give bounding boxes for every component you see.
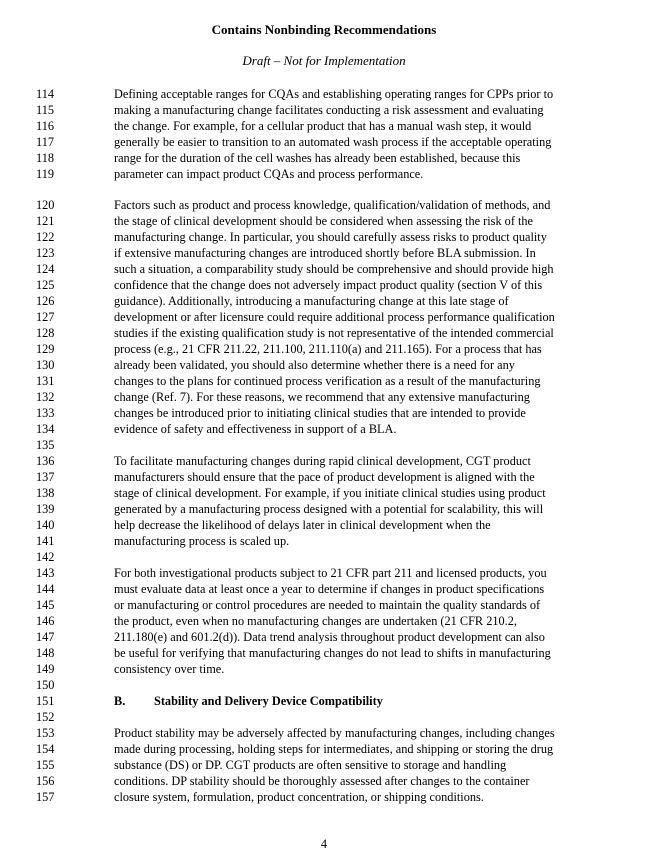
line-number: 141 — [36, 534, 55, 548]
line-text: or manufacturing or control procedures are needed to maintain the quality standards of — [114, 598, 541, 612]
line-text: process (e.g., 21 CFR 211.22, 211.100, 211.110(a) and 211.165). For a process that has — [114, 342, 542, 356]
line-text: closure system, formulation, product concentration, or shipping conditions. — [114, 790, 484, 804]
section-label: B. — [114, 694, 126, 708]
document-line — [0, 341, 648, 357]
document-line — [0, 485, 648, 501]
line-number: 150 — [36, 678, 55, 692]
line-text: confidence that the change does not adversely impact product quality (section V of this — [114, 278, 543, 292]
line-text: be useful for verifying that manufacturing changes do not lead to shifts in manufacturing — [114, 646, 551, 660]
document-line — [0, 565, 648, 581]
line-number: 132 — [36, 390, 55, 404]
line-number: 121 — [36, 214, 55, 228]
document-line — [0, 197, 648, 213]
document-line — [0, 533, 648, 549]
document-line — [0, 325, 648, 341]
line-number: 144 — [36, 582, 55, 596]
line-text: generally be easier to transition to an automated wash process if the acceptable operating — [114, 135, 552, 149]
line-number: 147 — [36, 630, 55, 644]
document-header-subtitle: Draft – Not for Implementation — [242, 53, 406, 68]
line-number: 129 — [36, 342, 55, 356]
line-number: 153 — [36, 726, 55, 740]
line-number: 157 — [36, 790, 55, 804]
line-text: changes be introduced prior to initiating clinical studies that are intended to provide — [114, 406, 526, 420]
section-heading — [114, 693, 614, 709]
line-text: 211.180(e) and 601.2(d)). Data trend analysis throughout product development can also — [114, 630, 545, 644]
document-line — [0, 613, 648, 629]
line-number: 139 — [36, 502, 55, 516]
line-number: 128 — [36, 326, 55, 340]
document-line — [0, 709, 648, 725]
line-text: range for the duration of the cell washes has already been established, because this — [114, 151, 521, 165]
line-number: 114 — [36, 87, 54, 101]
line-text: manufacturers should ensure that the pace of product development is aligned with the — [114, 470, 535, 484]
document-line — [0, 245, 648, 261]
line-number: 133 — [36, 406, 55, 420]
line-text: Factors such as product and process knowledge, qualification/validation of methods, and — [114, 198, 551, 212]
line-number: 138 — [36, 486, 55, 500]
document-header-title: Contains Nonbinding Recommendations — [211, 22, 437, 37]
line-text: made during processing, holding steps for intermediates, and shipping or storing the drug — [114, 742, 554, 756]
line-text: making a manufacturing change facilitates conducting a risk assessment and evaluating — [114, 103, 544, 117]
document-line — [0, 453, 648, 469]
line-text: parameter can impact product CQAs and process performance. — [114, 167, 424, 181]
document-line — [0, 629, 648, 645]
line-text: consistency over time. — [114, 662, 225, 676]
line-text: For both investigational products subject to 21 CFR part 211 and licensed products, you — [114, 566, 547, 580]
line-number: 122 — [36, 230, 55, 244]
line-number: 126 — [36, 294, 55, 308]
line-number: 125 — [36, 278, 55, 292]
line-text: Defining acceptable ranges for CQAs and establishing operating ranges for CPPs prior to — [114, 87, 554, 101]
line-text: must evaluate data at least once a year to determine if changes in product specifications — [114, 582, 545, 596]
line-text: evidence of safety and effectiveness in support of a BLA. — [114, 422, 397, 436]
document-line — [0, 405, 648, 421]
line-number: 119 — [36, 167, 54, 181]
line-number: 145 — [36, 598, 55, 612]
line-number: 136 — [36, 454, 55, 468]
document-line — [0, 102, 648, 118]
document-line — [0, 501, 648, 517]
document-line — [0, 150, 648, 166]
document-line — [0, 277, 648, 293]
document-line — [0, 389, 648, 405]
line-number: 137 — [36, 470, 55, 484]
document-line — [0, 213, 648, 229]
line-text: already been validated, you should also determine whether there is a need for any — [114, 358, 515, 372]
line-text: change (Ref. 7). For these reasons, we recommend that any extensive manufacturing — [114, 390, 530, 404]
line-text: studies if the existing qualification study is not representative of the intended commercial — [114, 326, 554, 340]
line-number: 116 — [36, 119, 54, 133]
document-line — [0, 597, 648, 613]
line-text: the stage of clinical development should be considered when assessing the risk of the — [114, 214, 534, 228]
line-number: 131 — [36, 374, 55, 388]
line-number: 123 — [36, 246, 55, 260]
line-number: 135 — [36, 438, 55, 452]
line-text: To facilitate manufacturing changes during rapid clinical development, CGT product — [114, 454, 531, 468]
document-line — [0, 693, 648, 709]
document-line — [0, 645, 648, 661]
line-number: 140 — [36, 518, 55, 532]
document-line — [0, 229, 648, 245]
document-line — [0, 118, 648, 134]
page-number: 4 — [320, 837, 328, 851]
document-line — [0, 309, 648, 325]
line-number: 146 — [36, 614, 55, 628]
line-number: 115 — [36, 103, 54, 117]
line-number: 156 — [36, 774, 55, 788]
line-text: manufacturing process is scaled up. — [114, 534, 290, 548]
document-line — [0, 773, 648, 789]
document-line — [0, 469, 648, 485]
document-line — [0, 357, 648, 373]
document-line — [0, 421, 648, 437]
document-line — [0, 549, 648, 565]
document-line — [0, 166, 648, 182]
line-number: 118 — [36, 151, 54, 165]
line-number: 148 — [36, 646, 55, 660]
line-number: 120 — [36, 198, 55, 212]
line-text: changes to the plans for continued process verification as a result of the manufacturing — [114, 374, 541, 388]
line-text: development or after licensure could require additional process performance qualification — [114, 310, 555, 324]
line-number: 134 — [36, 422, 55, 436]
line-number: 124 — [36, 262, 55, 276]
line-text: substance (DS) or DP. CGT products are often sensitive to storage and handling — [114, 758, 507, 772]
line-text: stage of clinical development. For example, if you initiate clinical studies using product — [114, 486, 546, 500]
line-number: 149 — [36, 662, 55, 676]
line-text: the change. For example, for a cellular product that has a manual wash step, it would — [114, 119, 532, 133]
line-number: 151 — [36, 694, 55, 708]
document-line — [0, 757, 648, 773]
line-text: help decrease the likelihood of delays later in clinical development when the — [114, 518, 491, 532]
line-text: manufacturing change. In particular, you should carefully assess risks to product quality — [114, 230, 547, 244]
document-line — [0, 437, 648, 453]
document-line — [0, 261, 648, 277]
document-line — [0, 293, 648, 309]
line-text: if extensive manufacturing changes are introduced shortly before BLA submission. In — [114, 246, 536, 260]
line-text: such a situation, a comparability study should be comprehensive and should provide high — [114, 262, 554, 276]
line-number: 127 — [36, 310, 55, 324]
line-text: generated by a manufacturing process designed with a potential for scalability, this will — [114, 502, 544, 516]
line-number: 155 — [36, 758, 55, 772]
line-number: 117 — [36, 135, 54, 149]
line-number: 154 — [36, 742, 55, 756]
line-text: conditions. DP stability should be thoroughly assessed after changes to the container — [114, 774, 530, 788]
document-line — [0, 581, 648, 597]
document-line — [0, 789, 648, 805]
document-line — [0, 741, 648, 757]
document-line — [0, 677, 648, 693]
line-text: the product, even when no manufacturing changes are undertaken (21 CFR 210.2, — [114, 614, 517, 628]
document-line — [0, 517, 648, 533]
line-number: 152 — [36, 710, 55, 724]
document-line — [0, 373, 648, 389]
line-text: guidance). Additionally, introducing a manufacturing change at this late stage of — [114, 294, 509, 308]
line-number: 143 — [36, 566, 55, 580]
line-number: 130 — [36, 358, 55, 372]
line-text: Product stability may be adversely affected by manufacturing changes, including changes — [114, 726, 555, 740]
section-title: Stability and Delivery Device Compatibility — [154, 694, 383, 708]
line-number: 142 — [36, 550, 55, 564]
document-line — [0, 661, 648, 677]
document-line — [0, 86, 648, 102]
document-line — [0, 725, 648, 741]
document-line — [0, 134, 648, 150]
